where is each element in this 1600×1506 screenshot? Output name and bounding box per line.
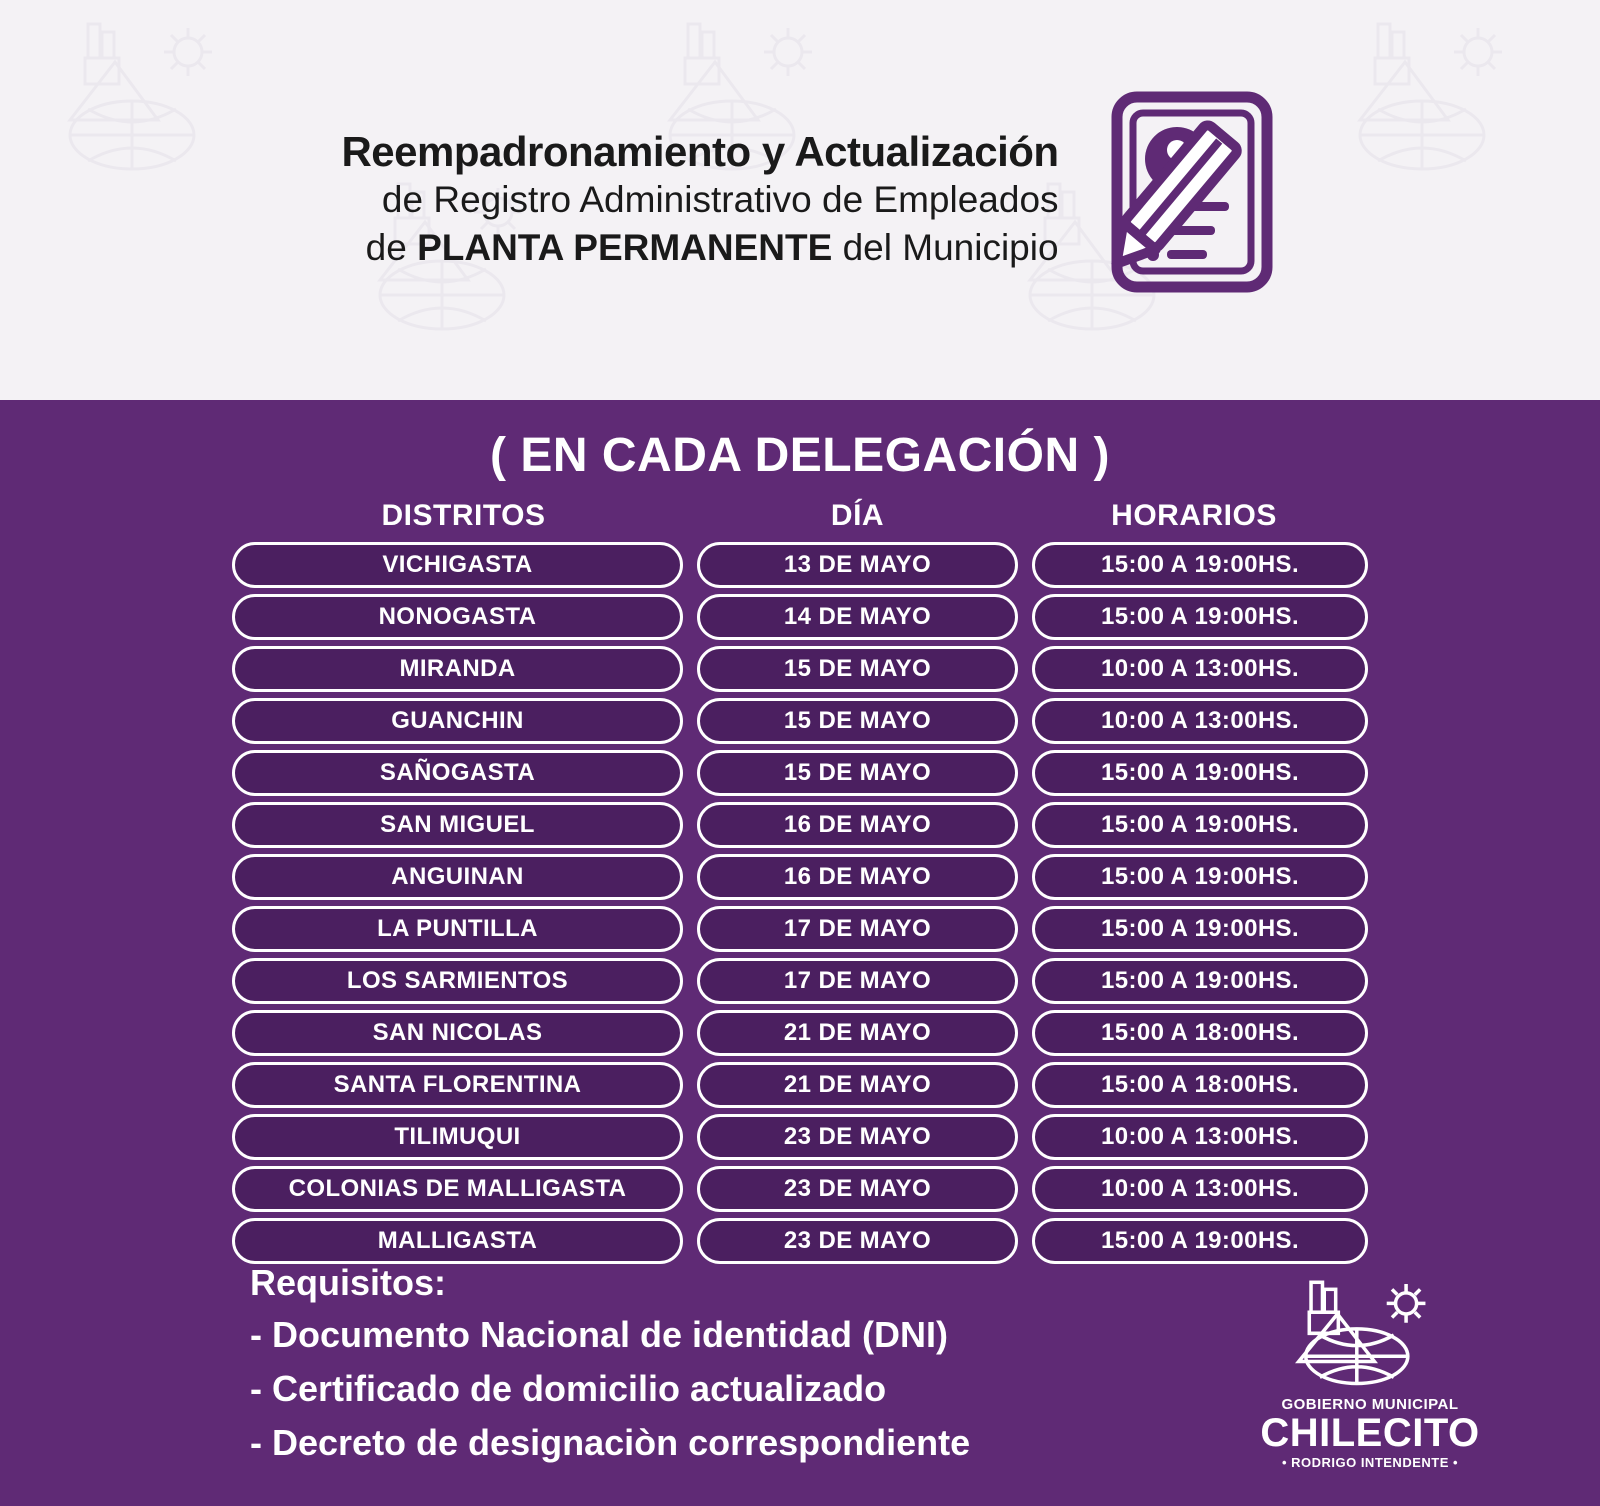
cell-district: LOS SARMIENTOS (232, 958, 683, 1004)
table-row (232, 851, 1368, 903)
title-line-3-bold: PLANTA PERMANENTE (417, 227, 833, 269)
table-row (232, 1215, 1368, 1267)
cell-hours: 15:00 A 18:00HS. (1032, 1062, 1368, 1108)
cell-hours: 15:00 A 19:00HS. (1032, 854, 1368, 900)
cell-district: TILIMUQUI (232, 1114, 683, 1160)
cell-district: GUANCHIN (232, 698, 683, 744)
requirements-block (250, 1262, 1250, 1476)
page-title (341, 128, 1058, 272)
cell-day: 17 DE MAYO (697, 906, 1018, 952)
cell-district: VICHIGASTA (232, 542, 683, 588)
schedule-table (0, 539, 1600, 1267)
table-row (232, 591, 1368, 643)
column-header-districts: DISTRITOS (381, 499, 546, 532)
header-banner (0, 0, 1600, 400)
cell-day: 16 DE MAYO (697, 802, 1018, 848)
cell-day: 13 DE MAYO (697, 542, 1018, 588)
cell-district: LA PUNTILLA (232, 906, 683, 952)
title-line-3-pre: de (365, 227, 418, 269)
table-row (232, 1163, 1368, 1215)
table-row (232, 539, 1368, 591)
schedule-panel (0, 400, 1600, 1506)
requirements-title: Requisitos: (250, 1262, 447, 1303)
column-header-hours: HORARIOS (1111, 499, 1277, 532)
table-row (232, 695, 1368, 747)
table-row (232, 903, 1368, 955)
table-column-headers (0, 489, 1600, 539)
table-row (232, 799, 1368, 851)
cell-day: 15 DE MAYO (697, 698, 1018, 744)
cell-day: 23 DE MAYO (697, 1218, 1018, 1264)
cell-hours: 10:00 A 13:00HS. (1032, 646, 1368, 692)
title-line-2: de Registro Administrativo de Empleados (381, 179, 1059, 221)
column-header-day: DÍA (830, 499, 885, 532)
title-line-1: Reempadronamiento y Actualización (341, 127, 1059, 175)
cell-district: MIRANDA (232, 646, 683, 692)
cell-hours: 15:00 A 19:00HS. (1032, 594, 1368, 640)
cell-hours: 10:00 A 13:00HS. (1032, 1114, 1368, 1160)
table-row (232, 1007, 1368, 1059)
table-row (232, 747, 1368, 799)
cell-day: 23 DE MAYO (697, 1114, 1018, 1160)
table-row (232, 643, 1368, 695)
cell-hours: 15:00 A 19:00HS. (1032, 542, 1368, 588)
document-person-pencil-icon (1089, 83, 1299, 318)
logo-line-chilecito: CHILECITO (1260, 1411, 1480, 1455)
cell-hours: 15:00 A 18:00HS. (1032, 1010, 1368, 1056)
cell-day: 14 DE MAYO (697, 594, 1018, 640)
cell-district: SANTA FLORENTINA (232, 1062, 683, 1108)
cell-hours: 15:00 A 19:00HS. (1032, 906, 1368, 952)
cell-hours: 10:00 A 13:00HS. (1032, 698, 1368, 744)
table-row (232, 1059, 1368, 1111)
cell-hours: 15:00 A 19:00HS. (1032, 750, 1368, 796)
cell-day: 21 DE MAYO (697, 1010, 1018, 1056)
cell-district: MALLIGASTA (232, 1218, 683, 1264)
requirement-item: - Certificado de domicilio actualizado (250, 1368, 887, 1409)
cell-day: 15 DE MAYO (697, 646, 1018, 692)
cell-day: 23 DE MAYO (697, 1166, 1018, 1212)
cell-day: 15 DE MAYO (697, 750, 1018, 796)
cell-district: SAN NICOLAS (232, 1010, 683, 1056)
municipal-logo (1260, 1277, 1480, 1470)
cell-district: NONOGASTA (232, 594, 683, 640)
cell-hours: 15:00 A 19:00HS. (1032, 802, 1368, 848)
logo-line-intendente: • RODRIGO INTENDENTE • (1281, 1455, 1459, 1470)
requirement-item: - Decreto de designaciòn correspondiente (250, 1422, 971, 1463)
requirement-item: - Documento Nacional de identidad (DNI) (250, 1314, 949, 1355)
cell-day: 21 DE MAYO (697, 1062, 1018, 1108)
logo-line-gobierno: GOBIERNO MUNICIPAL (1281, 1396, 1459, 1413)
table-row (232, 955, 1368, 1007)
cell-hours: 15:00 A 19:00HS. (1032, 958, 1368, 1004)
cell-hours: 15:00 A 19:00HS. (1032, 1218, 1368, 1264)
table-row (232, 1111, 1368, 1163)
title-line-3 (341, 224, 1058, 272)
chilecito-crest-icon (1285, 1277, 1455, 1387)
section-title: ( EN CADA DELEGACIÓN ) (490, 429, 1110, 482)
cell-district: COLONIAS DE MALLIGASTA (232, 1166, 683, 1212)
cell-day: 17 DE MAYO (697, 958, 1018, 1004)
cell-district: SAÑOGASTA (232, 750, 683, 796)
cell-district: ANGUINAN (232, 854, 683, 900)
cell-day: 16 DE MAYO (697, 854, 1018, 900)
cell-district: SAN MIGUEL (232, 802, 683, 848)
cell-hours: 10:00 A 13:00HS. (1032, 1166, 1368, 1212)
title-line-3-post: del Municipio (832, 227, 1059, 269)
